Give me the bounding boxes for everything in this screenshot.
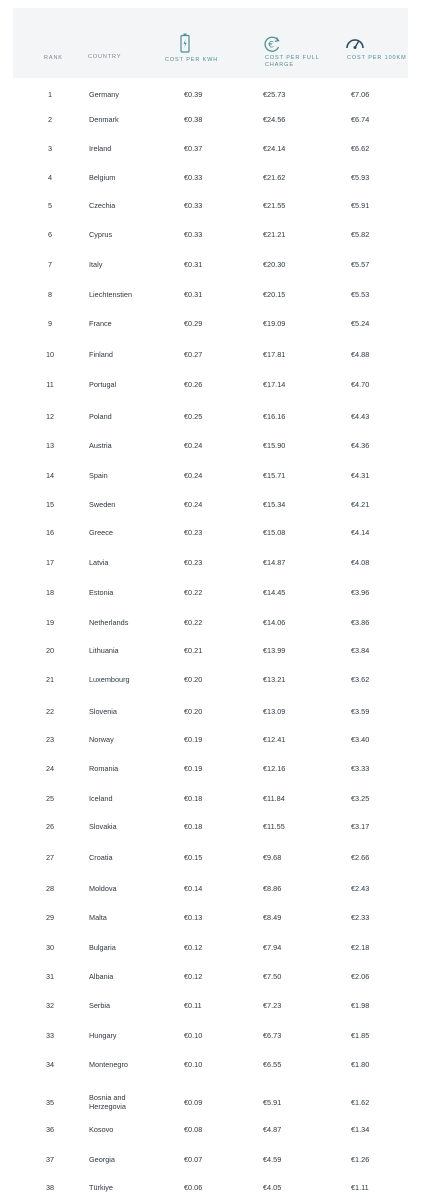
rank-cell: 28 [45, 884, 55, 893]
cost-per-full-charge-cell: €14.87 [263, 558, 286, 567]
cost-per-100km-cell: €2.43 [351, 884, 370, 893]
rank-cell: 8 [47, 290, 53, 299]
cost-per-100km-cell: €3.17 [351, 822, 370, 831]
cost-per-kwh-cell: €0.10 [184, 1060, 203, 1069]
cost-per-100km-cell: €4.36 [351, 441, 370, 450]
header-cost-per-full-charge: COST PER FULL CHARGE [265, 55, 320, 68]
rank-cell: 1 [47, 90, 53, 99]
cost-per-full-charge-cell: €12.41 [263, 735, 286, 744]
table-row [0, 173, 421, 193]
cost-per-full-charge-cell: €6.73 [263, 1031, 282, 1040]
cost-per-100km-cell: €3.96 [351, 588, 370, 597]
country-cell: Luxembourg [89, 675, 130, 684]
table-header [13, 8, 408, 78]
rank-cell: 24 [45, 764, 55, 773]
country-cell: Slovakia [89, 822, 117, 831]
cost-per-kwh-cell: €0.38 [184, 115, 203, 124]
cost-per-100km-cell: €2.06 [351, 972, 370, 981]
table-row [0, 380, 421, 400]
cost-per-100km-cell: €4.08 [351, 558, 370, 567]
table-row [0, 707, 421, 727]
table-row [0, 115, 421, 135]
cost-per-full-charge-cell: €8.49 [263, 913, 282, 922]
cost-per-full-charge-cell: €12.16 [263, 764, 286, 773]
cost-per-100km-cell: €5.91 [351, 201, 370, 210]
cost-per-full-charge-cell: €6.55 [263, 1060, 282, 1069]
cost-per-kwh-cell: €0.15 [184, 853, 203, 862]
cost-per-kwh-cell: €0.19 [184, 735, 203, 744]
cost-per-kwh-cell: €0.26 [184, 380, 203, 389]
table-row [0, 822, 421, 842]
cost-per-100km-cell: €4.70 [351, 380, 370, 389]
table-row [0, 1031, 421, 1051]
table-row [0, 735, 421, 755]
cost-per-full-charge-cell: €13.21 [263, 675, 286, 684]
table-row [0, 144, 421, 164]
country-cell: Bosnia and Herzegovia [89, 1093, 126, 1111]
cost-per-full-charge-cell: €7.23 [263, 1001, 282, 1010]
cost-per-full-charge-cell: €15.71 [263, 471, 286, 480]
cost-per-kwh-cell: €0.06 [184, 1183, 203, 1192]
country-cell: Sweden [89, 500, 116, 509]
cost-per-kwh-cell: €0.33 [184, 201, 203, 210]
table-row [0, 230, 421, 250]
table-row [0, 201, 421, 221]
cost-per-100km-cell: €6.74 [351, 115, 370, 124]
cost-per-kwh-cell: €0.08 [184, 1125, 203, 1134]
cost-per-100km-cell: €3.25 [351, 794, 370, 803]
header-country: COUNTRY [88, 54, 122, 60]
cost-per-kwh-cell: €0.18 [184, 822, 203, 831]
cost-per-full-charge-cell: €19.09 [263, 319, 286, 328]
battery-icon [180, 33, 190, 58]
cost-per-kwh-cell: €0.09 [184, 1098, 203, 1107]
header-cost-per-100km: COST PER 100KM [347, 55, 407, 61]
cost-per-full-charge-cell: €8.86 [263, 884, 282, 893]
table-row [0, 853, 421, 873]
cost-per-full-charge-cell: €25.73 [263, 90, 286, 99]
table-row [0, 1183, 421, 1203]
table-row [0, 1001, 421, 1021]
cost-per-100km-cell: €3.86 [351, 618, 370, 627]
country-cell: Lithuania [89, 646, 119, 655]
cost-per-100km-cell: €4.21 [351, 500, 370, 509]
cost-per-full-charge-cell: €14.45 [263, 588, 286, 597]
table-row [0, 913, 421, 933]
rank-cell: 34 [45, 1060, 55, 1069]
cost-per-full-charge-cell: €24.14 [263, 144, 286, 153]
rank-cell: 6 [47, 230, 53, 239]
cost-per-full-charge-cell: €13.09 [263, 707, 286, 716]
cost-per-full-charge-cell: €21.55 [263, 201, 286, 210]
cost-per-kwh-cell: €0.24 [184, 471, 203, 480]
cost-per-100km-cell: €3.62 [351, 675, 370, 684]
cost-per-full-charge-cell: €21.62 [263, 173, 286, 182]
cost-per-100km-cell: €1.11 [351, 1183, 369, 1192]
cost-per-kwh-cell: €0.24 [184, 500, 203, 509]
rank-cell: 36 [45, 1125, 55, 1134]
table-row [0, 558, 421, 578]
cost-per-kwh-cell: €0.11 [184, 1001, 202, 1010]
country-cell: Denmark [89, 115, 119, 124]
cost-per-kwh-cell: €0.23 [184, 558, 203, 567]
table-row [0, 884, 421, 904]
country-cell: Estonia [89, 588, 114, 597]
rank-cell: 21 [45, 675, 55, 684]
cost-per-kwh-cell: €0.33 [184, 173, 203, 182]
table-row [0, 441, 421, 461]
cost-per-kwh-cell: €0.31 [184, 290, 203, 299]
cost-per-100km-cell: €1.98 [351, 1001, 370, 1010]
cost-per-kwh-cell: €0.31 [184, 260, 203, 269]
table-row [0, 646, 421, 666]
country-cell: Greece [89, 528, 113, 537]
cost-per-full-charge-cell: €7.94 [263, 943, 282, 952]
cost-per-100km-cell: €5.24 [351, 319, 370, 328]
rank-cell: 7 [47, 260, 53, 269]
rank-cell: 17 [45, 558, 55, 567]
speedometer-icon [345, 36, 365, 55]
header-cost-per-kwh: COST PER KWH [165, 57, 219, 63]
rank-cell: 38 [45, 1183, 55, 1192]
cost-per-100km-cell: €3.59 [351, 707, 370, 716]
country-cell: Georgia [89, 1155, 115, 1164]
table-row [0, 588, 421, 608]
rank-cell: 20 [45, 646, 55, 655]
country-cell: Austria [89, 441, 112, 450]
cost-per-kwh-cell: €0.20 [184, 707, 203, 716]
table-row [0, 1060, 421, 1080]
country-cell: Finland [89, 350, 113, 359]
cost-per-100km-cell: €1.80 [351, 1060, 370, 1069]
rank-cell: 30 [45, 943, 55, 952]
cost-per-100km-cell: €5.93 [351, 173, 370, 182]
rank-cell: 31 [45, 972, 55, 981]
country-cell: Norway [89, 735, 114, 744]
country-cell: Albania [89, 972, 114, 981]
cost-per-100km-cell: €2.66 [351, 853, 370, 862]
cost-per-100km-cell: €1.34 [351, 1125, 370, 1134]
rank-cell: 15 [45, 500, 55, 509]
table-row [0, 90, 421, 110]
country-cell: Türkiye [89, 1183, 113, 1192]
cost-per-kwh-cell: €0.19 [184, 764, 203, 773]
cost-per-kwh-cell: €0.33 [184, 230, 203, 239]
country-cell: Romania [89, 764, 119, 773]
table-row [0, 618, 421, 638]
rank-cell: 9 [47, 319, 53, 328]
country-cell: Portugal [89, 380, 117, 389]
cost-per-kwh-cell: €0.12 [184, 972, 203, 981]
cost-per-kwh-cell: €0.37 [184, 144, 203, 153]
table-row [0, 350, 421, 370]
country-cell: Cyprus [89, 230, 113, 239]
country-cell: Hungary [89, 1031, 117, 1040]
cost-per-kwh-cell: €0.22 [184, 618, 203, 627]
country-cell: Spain [89, 471, 108, 480]
cost-per-full-charge-cell: €11.84 [263, 794, 285, 803]
cost-per-100km-cell: €5.57 [351, 260, 370, 269]
cost-per-kwh-cell: €0.39 [184, 90, 203, 99]
cost-per-kwh-cell: €0.12 [184, 943, 203, 952]
cost-per-100km-cell: €2.33 [351, 913, 370, 922]
cost-per-100km-cell: €3.40 [351, 735, 370, 744]
table-row [0, 972, 421, 992]
rank-cell: 12 [45, 412, 55, 421]
country-cell: Ireland [89, 144, 112, 153]
country-cell: France [89, 319, 112, 328]
table-row [0, 794, 421, 814]
cost-per-full-charge-cell: €17.14 [263, 380, 286, 389]
cost-per-full-charge-cell: €20.15 [263, 290, 286, 299]
rank-cell: 25 [45, 794, 55, 803]
cost-per-full-charge-cell: €24.56 [263, 115, 286, 124]
cost-per-full-charge-cell: €15.90 [263, 441, 286, 450]
cost-per-kwh-cell: €0.07 [184, 1155, 203, 1164]
table-row [0, 675, 421, 695]
rank-cell: 2 [47, 115, 53, 124]
cost-per-full-charge-cell: €20.30 [263, 260, 286, 269]
rank-cell: 18 [45, 588, 55, 597]
country-cell: Belgium [89, 173, 116, 182]
table-row [0, 319, 421, 339]
table-row [0, 471, 421, 491]
cost-per-100km-cell: €1.62 [351, 1098, 370, 1107]
cost-per-full-charge-cell: €4.59 [263, 1155, 282, 1164]
cost-per-kwh-cell: €0.14 [184, 884, 203, 893]
cost-per-100km-cell: €2.18 [351, 943, 370, 952]
cost-per-100km-cell: €4.43 [351, 412, 370, 421]
rank-cell: 27 [45, 853, 55, 862]
cost-per-full-charge-cell: €7.50 [263, 972, 282, 981]
cost-per-kwh-cell: €0.22 [184, 588, 203, 597]
table-row [0, 943, 421, 963]
country-cell: Germany [89, 90, 120, 99]
cost-per-kwh-cell: €0.20 [184, 675, 203, 684]
table-row [0, 260, 421, 280]
cost-per-full-charge-cell: €21.21 [263, 230, 286, 239]
cost-per-100km-cell: €1.26 [351, 1155, 370, 1164]
rank-cell: 33 [45, 1031, 55, 1040]
cost-per-kwh-cell: €0.29 [184, 319, 203, 328]
cost-per-full-charge-cell: €16.16 [263, 412, 286, 421]
cost-per-kwh-cell: €0.13 [184, 913, 203, 922]
country-cell: Czechia [89, 201, 116, 210]
cost-per-100km-cell: €4.31 [351, 471, 370, 480]
cost-per-full-charge-cell: €15.34 [263, 500, 286, 509]
table-row [0, 500, 421, 520]
cost-per-full-charge-cell: €4.05 [263, 1183, 282, 1192]
cost-per-kwh-cell: €0.23 [184, 528, 203, 537]
country-cell: Netherlands [89, 618, 129, 627]
country-cell: Croatia [89, 853, 113, 862]
cost-per-full-charge-cell: €5.91 [263, 1098, 282, 1107]
cost-per-full-charge-cell: €9.68 [263, 853, 282, 862]
cost-per-100km-cell: €4.14 [351, 528, 370, 537]
table-row [0, 290, 421, 310]
cost-per-100km-cell: €3.33 [351, 764, 370, 773]
rank-cell: 26 [45, 822, 55, 831]
rank-cell: 4 [47, 173, 53, 182]
cost-per-full-charge-cell: €11.55 [263, 822, 285, 831]
rank-cell: 10 [45, 350, 55, 359]
rank-cell: 3 [47, 144, 53, 153]
cost-per-100km-cell: €6.62 [351, 144, 370, 153]
table-row [0, 1155, 421, 1175]
table-row [0, 1093, 421, 1118]
cost-per-100km-cell: €3.84 [351, 646, 370, 655]
rank-cell: 22 [45, 707, 55, 716]
country-cell: Italy [89, 260, 103, 269]
table-row [0, 1125, 421, 1145]
cost-per-100km-cell: €4.88 [351, 350, 370, 359]
country-cell: Moldova [89, 884, 117, 893]
cost-per-full-charge-cell: €15.08 [263, 528, 286, 537]
cost-per-100km-cell: €1.85 [351, 1031, 370, 1040]
rank-cell: 35 [45, 1098, 55, 1107]
country-cell: Latvia [89, 558, 109, 567]
rank-cell: 32 [45, 1001, 55, 1010]
cost-per-full-charge-cell: €13.99 [263, 646, 286, 655]
cost-per-kwh-cell: €0.10 [184, 1031, 203, 1040]
country-cell: Iceland [89, 794, 113, 803]
rank-cell: 19 [45, 618, 55, 627]
table-row [0, 764, 421, 784]
cost-per-kwh-cell: €0.25 [184, 412, 203, 421]
country-cell: Poland [89, 412, 112, 421]
rank-cell: 13 [45, 441, 55, 450]
rank-cell: 37 [45, 1155, 55, 1164]
cost-per-full-charge-cell: €17.81 [263, 350, 286, 359]
table-row [0, 528, 421, 548]
country-cell: Liechtenstien [89, 290, 133, 299]
cost-per-kwh-cell: €0.24 [184, 441, 203, 450]
rank-cell: 14 [45, 471, 55, 480]
rank-cell: 29 [45, 913, 55, 922]
country-cell: Malta [89, 913, 107, 922]
table-row [0, 412, 421, 432]
country-cell: Kosovo [89, 1125, 114, 1134]
country-cell: Slovenia [89, 707, 117, 716]
header-rank: RANK [44, 55, 63, 61]
rank-cell: 5 [47, 201, 53, 210]
cost-per-kwh-cell: €0.18 [184, 794, 203, 803]
cost-per-kwh-cell: €0.27 [184, 350, 203, 359]
cost-per-100km-cell: €7.06 [351, 90, 370, 99]
cost-per-full-charge-cell: €14.06 [263, 618, 286, 627]
country-cell: Montenegro [89, 1060, 128, 1069]
cost-per-100km-cell: €5.82 [351, 230, 370, 239]
svg-text:€: € [268, 40, 274, 51]
country-cell: Serbia [89, 1001, 111, 1010]
rank-cell: 11 [46, 380, 54, 389]
country-cell: Bulgaria [89, 943, 116, 952]
cost-per-100km-cell: €5.53 [351, 290, 370, 299]
rank-cell: 23 [45, 735, 55, 744]
rank-cell: 16 [45, 528, 55, 537]
cost-per-full-charge-cell: €4.87 [263, 1125, 282, 1134]
cost-per-kwh-cell: €0.21 [184, 646, 203, 655]
